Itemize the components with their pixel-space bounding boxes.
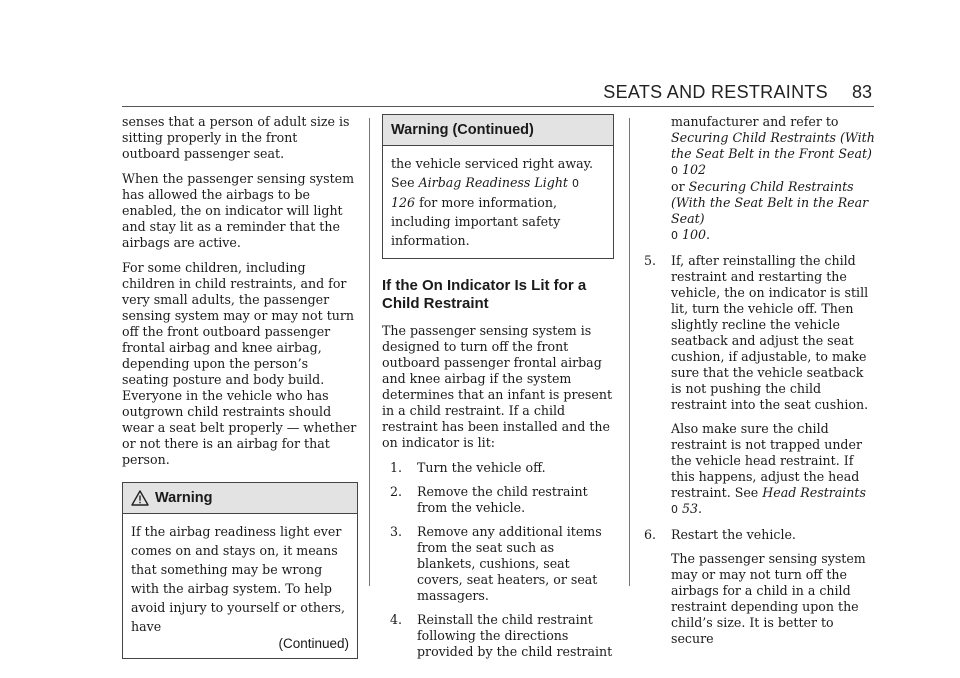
page-ref-arrow-icon: 0 [671, 164, 678, 177]
step-text: Reinstall the child restraint following the directions provided by the child restraint [417, 612, 613, 659]
step-number: 3. [390, 524, 403, 539]
steps-list [644, 253, 876, 413]
warning-text: If the airbag readiness light ever comes on and stays on, it means that something may be wrong with the airbag system. To help avoid injury to yourself or others, have [131, 524, 345, 634]
step-number: 6. [644, 527, 657, 542]
cross-reference-link[interactable]: Airbag Readiness Light [418, 175, 568, 190]
warning-body [123, 514, 357, 658]
step-number: 5. [644, 253, 657, 268]
step-text: Remove any additional items from the seat such as blankets, cushions, seat covers, seat heaters, or seat massagers. [417, 524, 602, 603]
paragraph: For some children, including children in child restraints, and for very small adults, the passenger sensing system may or may not turn off the front outboard passenger frontal airbag and knee airbag, depending upon the person’s seating posture and body build. Everyone in the vehicle who has outgrown child restraints should wear a seat belt properly — whether or not there is an airbag for that person. [122, 260, 357, 467]
cross-reference-link[interactable]: Securing Child Restraints (With the Seat Belt in the Rear Seat) [671, 179, 869, 226]
warning-header [383, 115, 613, 146]
warning-box [122, 482, 358, 659]
list-item [644, 527, 876, 543]
warning-title: Warning (Continued) [391, 122, 534, 138]
step-number: 4. [390, 612, 403, 627]
column-divider [629, 118, 630, 586]
step-text: Restart the vehicle. [671, 527, 796, 542]
list-item [382, 524, 614, 604]
steps-list [382, 460, 614, 660]
cross-reference-link[interactable]: Head Restraints [762, 485, 866, 500]
cross-reference-page[interactable]: 102 [682, 162, 707, 177]
warning-text: the vehicle serviced right away. See [391, 156, 594, 190]
page-ref-arrow-icon: 0 [671, 503, 678, 516]
cross-reference-page[interactable]: 100. [682, 227, 711, 242]
paragraph: The passenger sensing system is designed to turn off the front outboard passenger frontal airbag and knee airbag if the system determines that an infant is present in a child restraint. If a child restraint has been installed and the on indicator is lit: [382, 323, 613, 450]
step-number: 2. [390, 484, 403, 499]
step-text: If, after reinstalling the child restraint and restarting the vehicle, the on indicator is still lit, turn the vehicle off. Then slightly recline the vehicle seatback and adjust the seat cushion, if adjustable, to make sure that the vehicle seatback is not pushing the child restraint into the seat cushion. [671, 253, 869, 412]
warning-body [383, 146, 613, 258]
warning-header [123, 483, 357, 514]
warning-triangle-icon [131, 490, 149, 506]
column-2 [382, 114, 614, 668]
section-title: SEATS AND RESTRAINTS [603, 82, 828, 102]
continued-label: (Continued) [278, 636, 349, 651]
step-text: Turn the vehicle off. [417, 460, 546, 475]
list-item [382, 484, 614, 516]
warning-title: Warning [155, 490, 213, 506]
section-heading: If the On Indicator Is Lit for a Child Restraint [382, 277, 587, 312]
list-item [382, 460, 614, 476]
step-continuation: The passenger sensing system may or may not turn off the airbags for a child in a child restraint depending upon the child’s size. It is better to secure [671, 551, 866, 646]
column-divider [369, 118, 370, 586]
cross-reference-page[interactable]: 53. [682, 501, 703, 516]
paragraph: senses that a person of adult size is sitting properly in the front outboard passenger seat. [122, 114, 350, 161]
column-1 [122, 114, 358, 671]
page-number: 83 [851, 82, 872, 102]
list-item [382, 612, 614, 660]
step-text: Also make sure the child restraint is not trapped under the vehicle head restraint. If this happens, adjust the head restraint. See [671, 421, 862, 500]
step-text: or [671, 179, 685, 194]
step-continuation [644, 114, 876, 244]
step-continuation [644, 421, 876, 518]
page-ref-arrow-icon: 0 [671, 229, 678, 242]
column-3 [644, 114, 876, 647]
step-number: 1. [390, 460, 403, 475]
step-text: manufacturer and refer to [671, 114, 839, 129]
warning-box-continued [382, 114, 614, 259]
cross-reference-link[interactable]: Securing Child Restraints (With the Seat Belt in the Front Seat) [671, 130, 875, 161]
list-item [644, 253, 876, 413]
header-divider [122, 106, 874, 107]
step-text: Remove the child restraint from the vehicle. [417, 484, 588, 515]
steps-list [644, 527, 876, 543]
cross-reference-page[interactable]: 126 [391, 195, 416, 210]
page-ref-arrow-icon: 0 [572, 177, 580, 190]
warning-text: for more information, including important safety information. [391, 195, 561, 248]
paragraph: When the passenger sensing system has allowed the airbags to be enabled, the on indicator will light and stay lit as a reminder that the airbags are active. [122, 171, 355, 250]
